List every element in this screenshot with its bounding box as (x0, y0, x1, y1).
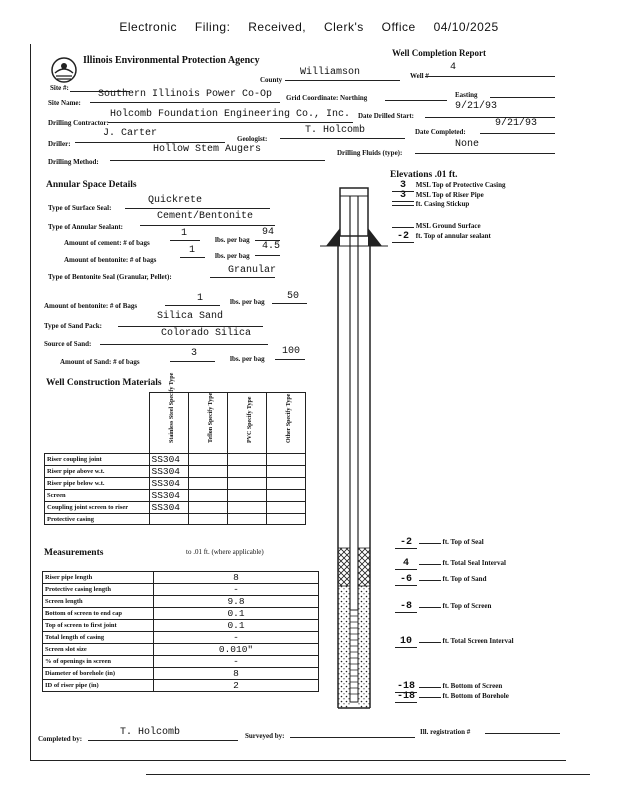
table-row: Bottom of screen to end cap 0.1 (43, 608, 319, 620)
stamp-text: Clerk's (323, 20, 364, 34)
site-name-label: Site Name: (48, 99, 81, 107)
elev-row: ft. Casing Stickup (392, 200, 469, 208)
table-row: Protective casing (45, 514, 306, 525)
sand-source-label: Source of Sand: (44, 340, 92, 348)
contractor-label: Drilling Contractor: (48, 119, 109, 127)
col-header: Teflon Specify Type (188, 393, 227, 454)
elev-row: -6 ft. Top of Sand (395, 574, 486, 586)
date-started-label: Date Drilled Start: (358, 112, 414, 120)
sand-lbs-label: lbs. per bag (230, 355, 265, 363)
table-row: Top of screen to first joint 0.1 (43, 620, 319, 632)
table-row: Screen SS304 (45, 490, 306, 502)
elev-row: MSL Ground Surface (392, 222, 481, 230)
date-completed-label: Date Completed: (415, 128, 466, 136)
grid-label: Grid Coordinate: Northing (286, 94, 368, 102)
bentonite-amt-label: Amount of bentonite: # of bags (64, 256, 157, 264)
surface-seal-label: Type of Surface Seal: (48, 204, 112, 212)
stamp-text: 04/10/2025 (433, 20, 499, 34)
elev-row: -2 ft. Top of Seal (395, 537, 484, 549)
contractor-value: Holcomb Foundation Engineering Co., Inc. (110, 109, 351, 120)
col-header: Other Specify Type (266, 393, 305, 454)
bent-seal-value: Granular (228, 265, 277, 276)
table-row: Riser pipe below w.t. SS304 (45, 478, 306, 490)
filing-stamp (0, 20, 618, 34)
report-title: Well Completion Report (392, 48, 486, 58)
sandpack-label: Type of Sand Pack: (44, 322, 103, 330)
table-row: Protective casing length - (43, 584, 319, 596)
method-value: Hollow Stem Augers (153, 144, 262, 155)
sand-source-value: Colorado Silica (161, 328, 252, 339)
illinois-epa-logo-icon (51, 57, 77, 83)
elev-row: 10 ft. Total Screen Interval (395, 636, 514, 648)
bentonite-amt-bags: 1 (189, 245, 196, 256)
elev-row: 4 ft. Total Seal Interval (395, 558, 506, 570)
elev-row: -2 ft. Top of annular sealant (392, 231, 491, 243)
cement-label: Amount of cement: # of bags (64, 239, 150, 247)
surveyed-label: Surveyed by: (245, 732, 285, 740)
surface-seal-value: Quickrete (148, 195, 203, 206)
completed-value: T. Holcomb (120, 727, 181, 738)
geologist-value: T. Holcomb (305, 125, 366, 136)
col-header: Stainless Steel Specify Type (149, 393, 188, 454)
materials-title: Well Construction Materials (46, 378, 162, 388)
geologist-label: Geologist: (237, 135, 268, 143)
table-row: Riser pipe above w.t. SS304 (45, 466, 306, 478)
table-row: Screen length 9.8 (43, 596, 319, 608)
well-value: 4 (450, 62, 457, 73)
site-label: Site #: (50, 84, 69, 92)
agency-name: Illinois Environmental Protection Agency (83, 55, 260, 66)
completed-label: Completed by: (38, 735, 83, 743)
bentonite-lbs: 4.5 (262, 241, 281, 252)
sand-bags: 3 (191, 348, 198, 359)
county-value: Williamson (300, 67, 361, 78)
bentonite2-label: Amount of bentonite: # of Bags (44, 302, 138, 310)
table-row: Screen slot size 0.010" (43, 644, 319, 656)
registration-label: Ill. registration # (420, 728, 471, 736)
well-label: Well # (410, 72, 429, 80)
bentonite2-lbs-label: lbs. per bag (230, 298, 265, 306)
elevations-title: Elevations .01 ft. (390, 170, 458, 180)
fluids-value: None (455, 139, 480, 150)
date-started-value: 9/21/93 (455, 101, 498, 112)
col-header: PVC Specify Type (227, 393, 266, 454)
cement-lbs: 94 (262, 227, 275, 238)
elev-row: 3 MSL Top of Riser Pipe (392, 190, 484, 202)
measurements-title: Measurements (44, 548, 104, 558)
well-diagram (320, 180, 388, 715)
fluids-label: Drilling Fluids (type): (337, 149, 403, 157)
driller-value: J. Carter (103, 128, 158, 139)
elev-row: -8 ft. Top of Screen (395, 601, 491, 613)
bentonite2-lbs: 50 (287, 291, 300, 302)
elev-row: 3 MSL Top of Protective Casing (392, 180, 505, 192)
driller-label: Driller: (48, 140, 71, 148)
county-label: County (260, 76, 283, 84)
site-name-value: Southern Illinois Power Co-Op (98, 89, 273, 100)
table-row: Riser pipe length 8 (43, 572, 319, 584)
date-completed-value: 9/21/93 (495, 118, 538, 129)
method-label: Drilling Method: (48, 158, 99, 166)
sand-amt-label: Amount of Sand: # of bags (60, 358, 140, 366)
elev-row: -18 ft. Bottom of Borehole (396, 691, 509, 702)
cement-bags: 1 (181, 228, 188, 239)
stamp-text: Electronic (119, 20, 178, 34)
table-row: ID of riser pipe (in) 2 (43, 680, 319, 692)
sand-lbs: 100 (282, 346, 301, 357)
annular-sealant-label: Type of Annular Sealant: (48, 223, 124, 231)
table-row: Riser coupling joint SS304 (45, 454, 306, 466)
stamp-text: Filing: (194, 20, 231, 34)
annular-title: Annular Space Details (46, 180, 137, 190)
measurements-table (42, 571, 319, 692)
bent-seal-label: Type of Bentonite Seal (Granular, Pellet): (48, 273, 172, 281)
table-row: Diameter of borehole (in) 8 (43, 668, 319, 680)
measurements-note: to .01 ft. (where applicable) (186, 548, 264, 556)
stamp-text: Office (381, 20, 416, 34)
cement-lbs-label: lbs. per bag (215, 236, 250, 244)
table-row: % of openings in screen - (43, 656, 319, 668)
bentonite2-bags: 1 (197, 293, 204, 304)
annular-sealant-value: Cement/Bentonite (157, 211, 254, 222)
table-row: Total length of casing - (43, 632, 319, 644)
table-row: Coupling joint screen to riser SS304 (45, 502, 306, 514)
easting-label: Easting (455, 91, 478, 99)
sandpack-value: Silica Sand (157, 311, 224, 322)
elev-row: -18 ft. Bottom of Screen (396, 681, 503, 692)
stamp-text: Received, (248, 20, 307, 34)
bentonite-lbs-label: lbs. per bag (215, 252, 250, 260)
